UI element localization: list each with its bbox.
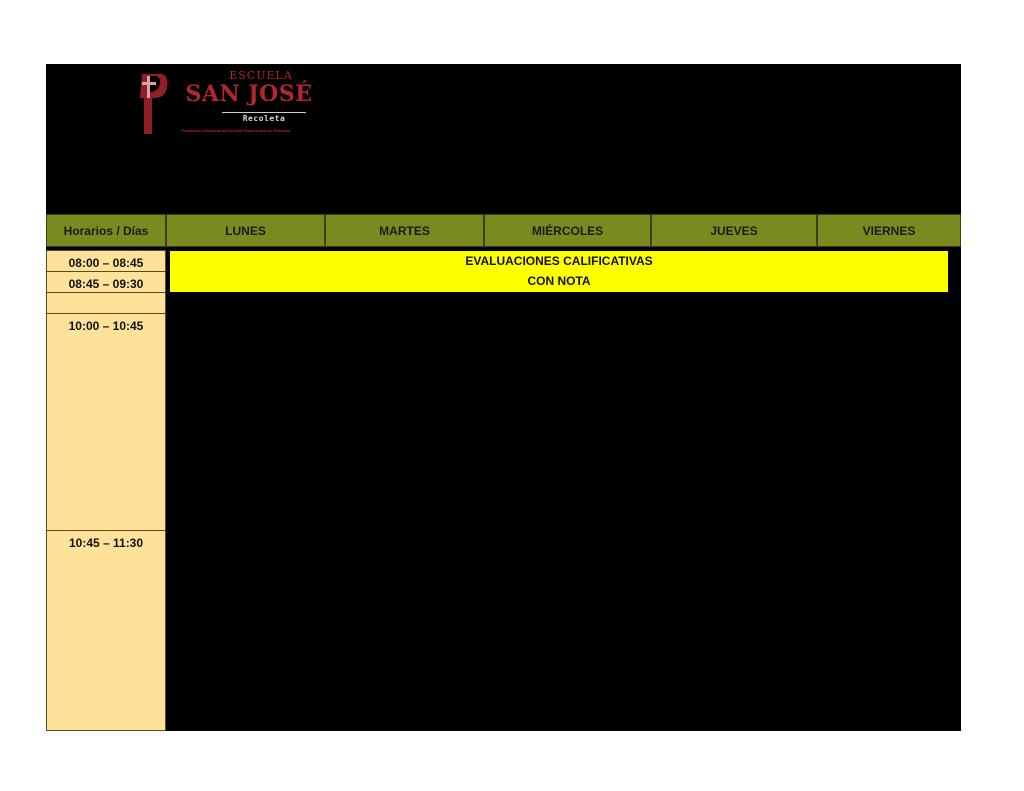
logo-escuela-text: ESCUELA [229,69,293,82]
header-day-monday: LUNES [166,214,325,247]
header-day-tuesday: MARTES [325,214,484,247]
header-day-friday: VIERNES [817,214,961,247]
logo-tagline: Fundación educacional Escuela Franciscana de Recoleta [181,128,291,133]
franciscan-cross-logo-icon [136,70,170,136]
time-slot-break [46,292,166,314]
evaluation-banner [170,251,948,292]
header-day-thursday: JUEVES [651,214,817,247]
time-slot-4: 10:45 – 11:30 [46,530,166,731]
logo-subtitle: Recoleta [242,114,286,123]
banner-line-1: EVALUACIONES CALIFICATIVAS [465,254,653,268]
logo-school-name: SAN JOSÉ [185,81,313,107]
time-slot-3: 10:00 – 10:45 [46,313,166,531]
time-slot-1: 08:00 – 08:45 [46,250,166,272]
time-slot-2: 08:45 – 09:30 [46,271,166,293]
header-day-wednesday: MIÉRCOLES [484,214,651,247]
schedule-sheet [46,64,961,731]
school-logo [136,68,336,140]
logo-divider [222,112,306,113]
banner-line-2: CON NOTA [527,274,591,288]
header-corner-cell: Horarios / Días [46,214,166,247]
